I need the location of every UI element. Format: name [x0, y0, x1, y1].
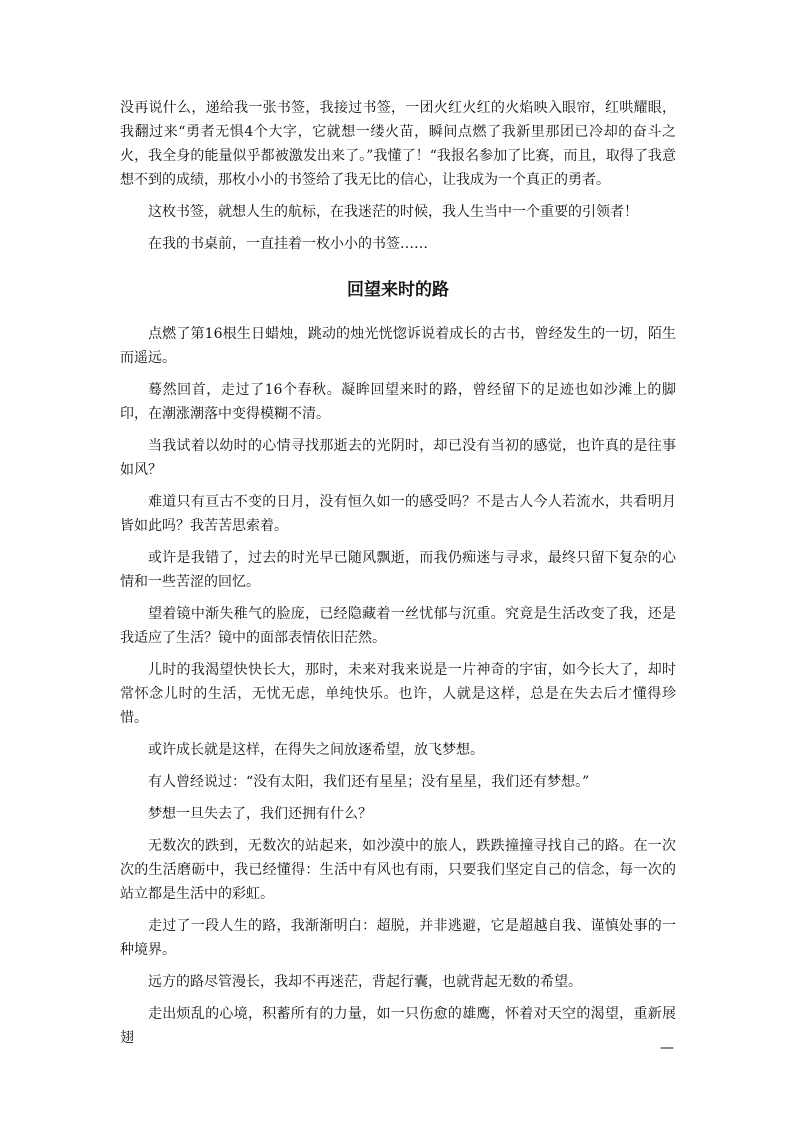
essay-paragraph: 或许是我错了，过去的时光早已随风飘逝，而我仍痴迷与寻求，最终只留下复杂的心情和一些苦涩的回忆。: [120, 550, 676, 590]
essay-paragraph: 点燃了第16根生日蜡烛，跳动的烛光恍惚诉说着成长的古书，曾经发生的一切，陌生而遥远。: [120, 326, 676, 366]
essay-paragraph: 有人曾经说过：“没有太阳，我们还有星星；没有星星，我们还有梦想。”: [148, 774, 590, 790]
essay-paragraph: 梦想一旦失去了，我们还拥有什么？: [148, 806, 372, 822]
page-footer-mark: —: [660, 1040, 674, 1056]
essay-paragraph: 望着镜中渐失稚气的脸庞，已经隐藏着一丝忧郁与沉重。究竟是生活改变了我，还是我适应了生活？镜中的面部表情依旧茫然。: [120, 606, 676, 646]
essay-paragraph: 走出烦乱的心境，积蓄所有的力量，如一只伤愈的雄鹰，怀着对天空的渴望，重新展翅: [120, 1006, 676, 1046]
essay-title: 回望来时的路: [347, 280, 449, 300]
essay-paragraph: 难道只有亘古不变的日月，没有恒久如一的感受吗？不是古人今人若流水，共看明月皆如此吗？我苦苦思索着。: [120, 494, 676, 534]
essay-paragraph: 当我试着以幼时的心情寻找那逝去的光阴时，却已没有当初的感觉，也许真的是往事如风？: [120, 438, 676, 478]
essay-paragraph: 或许成长就是这样，在得失之间放逐希望，放飞梦想。: [148, 742, 484, 758]
intro-paragraph-2: 这枚书签，就想人生的航标，在我迷茫的时候，我人生当中一个重要的引领者！: [148, 204, 638, 220]
essay-paragraph: 儿时的我渴望快快长大，那时，未来对我来说是一片神奇的宇宙，如今长大了，却时常怀念儿时的生活，无忧无虑，单纯快乐。也许，人就是这样，总是在失去后才懂得珍惜。: [120, 662, 676, 726]
document-body: [120, 96, 676, 1058]
intro-paragraph-3: 在我的书桌前，一直挂着一枚小小的书签……: [148, 236, 428, 252]
essay-paragraph: 无数次的跌到，无数次的站起来，如沙漠中的旅人，跌跌撞撞寻找自己的路。在一次次的生活磨砺中，我已经懂得：生活中有风也有雨，只要我们坚定自己的信念，每一次的站立都是生活中的彩虹。: [120, 838, 676, 902]
intro-paragraph-1: 没再说什么，递给我一张书签，我接过书签，一团火红火红的火焰映入眼帘，红哄耀眼，我翻过来“勇者无惧4个大字，它就想一缕火苗，瞬间点燃了我新里那团已冷却的奋斗之火，我全身的能量似乎都被激发出来了。”我懂了！“我报名参加了比赛，而且，取得了我意想不到的成绩，那枚小小的书签给了我无比的信心，让我成为一个真正的勇者。: [120, 100, 676, 188]
essay-paragraph: 走过了一段人生的路，我渐渐明白：超脱，并非逃避，它是超越自我、谨慎处事的一种境界。: [120, 918, 676, 958]
essay-paragraph: 蓦然回首，走过了16个春秋。凝眸回望来时的路，曾经留下的足迹也如沙滩上的脚印，在潮涨潮落中变得模糊不清。: [120, 382, 676, 422]
essay-paragraph: 远方的路尽管漫长，我却不再迷茫，背起行囊，也就背起无数的希望。: [148, 974, 582, 990]
